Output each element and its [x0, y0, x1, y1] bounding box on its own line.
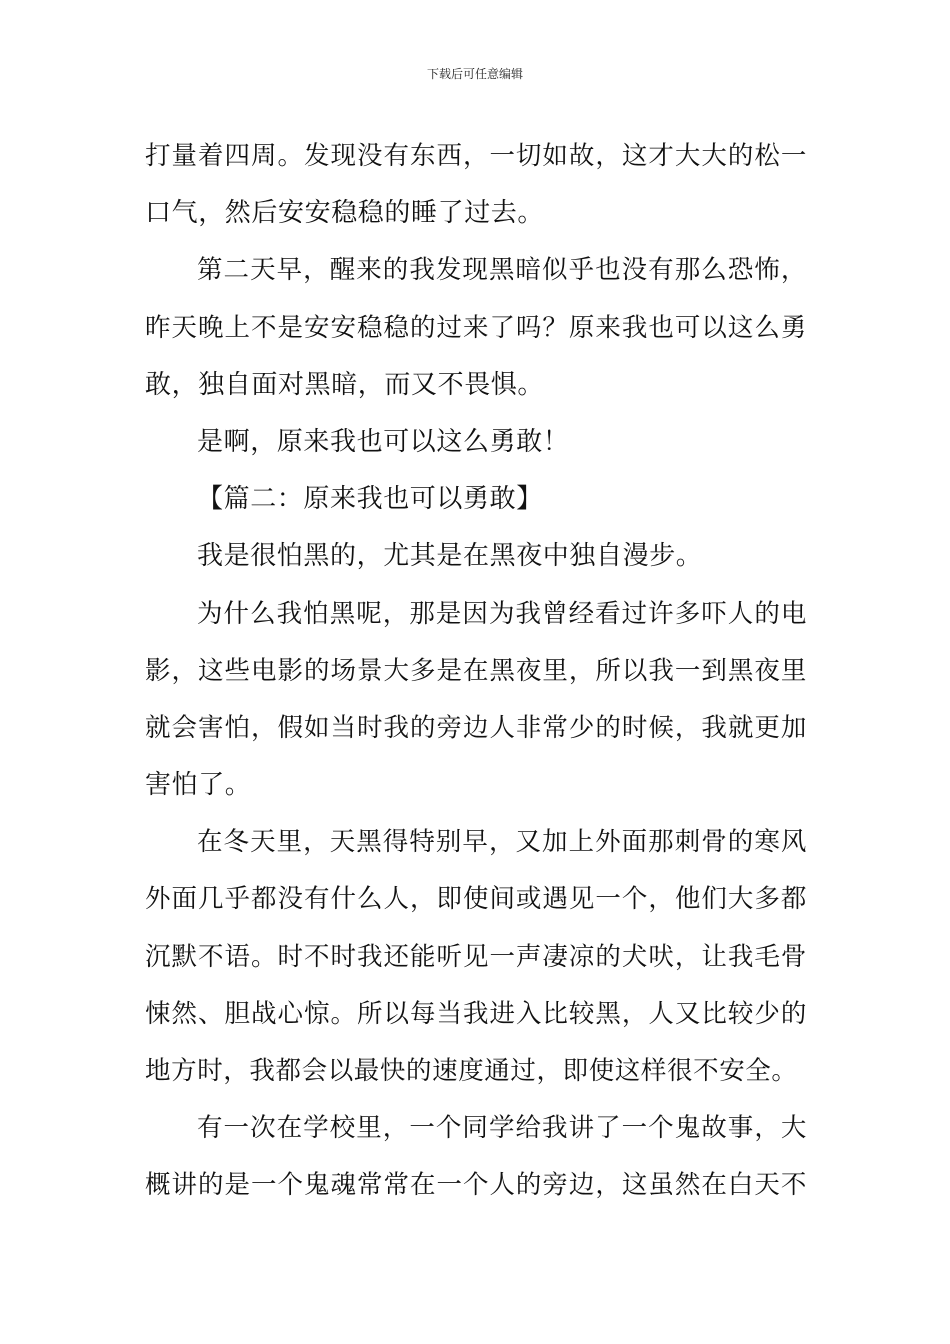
- text-line: 概讲的是一个鬼魂常常在一个人的旁边，这虽然在白天不: [145, 1170, 807, 1201]
- paragraph-start-line: 在冬天里，天黑得特别早，又加上外面那刺骨的寒风: [197, 827, 807, 858]
- page-header: 下载后可任意编辑: [426, 67, 523, 81]
- text-line: 影，这些电影的场景大多是在黑夜里，所以我一到黑夜里: [145, 655, 807, 686]
- text-line: 敢，独自面对黑暗，而又不畏惧。: [145, 369, 545, 400]
- paragraph-start-line: 我是很怕黑的，尤其是在黑夜中独自漫步。: [197, 541, 703, 572]
- text-line: 打量着四周。发现没有东西，一切如故，这才大大的松一: [145, 141, 807, 171]
- text-line: 外面几乎都没有什么人，即使间或遇见一个，他们大多都: [145, 884, 807, 915]
- text-line: 悚然、胆战心惊。所以每当我进入比较黑，人又比较少的: [145, 998, 807, 1029]
- text-line: 沉默不语。时不时我还能听见一声凄凉的犬吠，让我毛骨: [145, 941, 807, 972]
- paragraph-start-line: 为什么我怕黑呢，那是因为我曾经看过许多吓人的电: [197, 598, 807, 629]
- text-line: 地方时，我都会以最快的速度通过，即使这样很不安全。: [145, 1056, 798, 1086]
- paragraph-start-line: 有一次在学校里，一个同学给我讲了一个鬼故事，大: [197, 1113, 807, 1144]
- text-line: 口气，然后安安稳稳的睡了过去。: [145, 198, 545, 229]
- text-line: 害怕了。: [145, 770, 252, 801]
- document-body: [145, 128, 807, 1215]
- text-line: 昨天晚上不是安安稳稳的过来了吗？原来我也可以这么勇: [145, 312, 807, 343]
- paragraph-start-line: 是啊，原来我也可以这么勇敢！: [197, 426, 570, 457]
- text-line: 就会害怕，假如当时我的旁边人非常少的时候，我就更加: [145, 712, 807, 743]
- section-heading: 【篇二：原来我也可以勇敢】: [197, 484, 543, 515]
- paragraph-start-line: 第二天早，醒来的我发现黑暗似乎也没有那么恐怖，: [197, 255, 807, 286]
